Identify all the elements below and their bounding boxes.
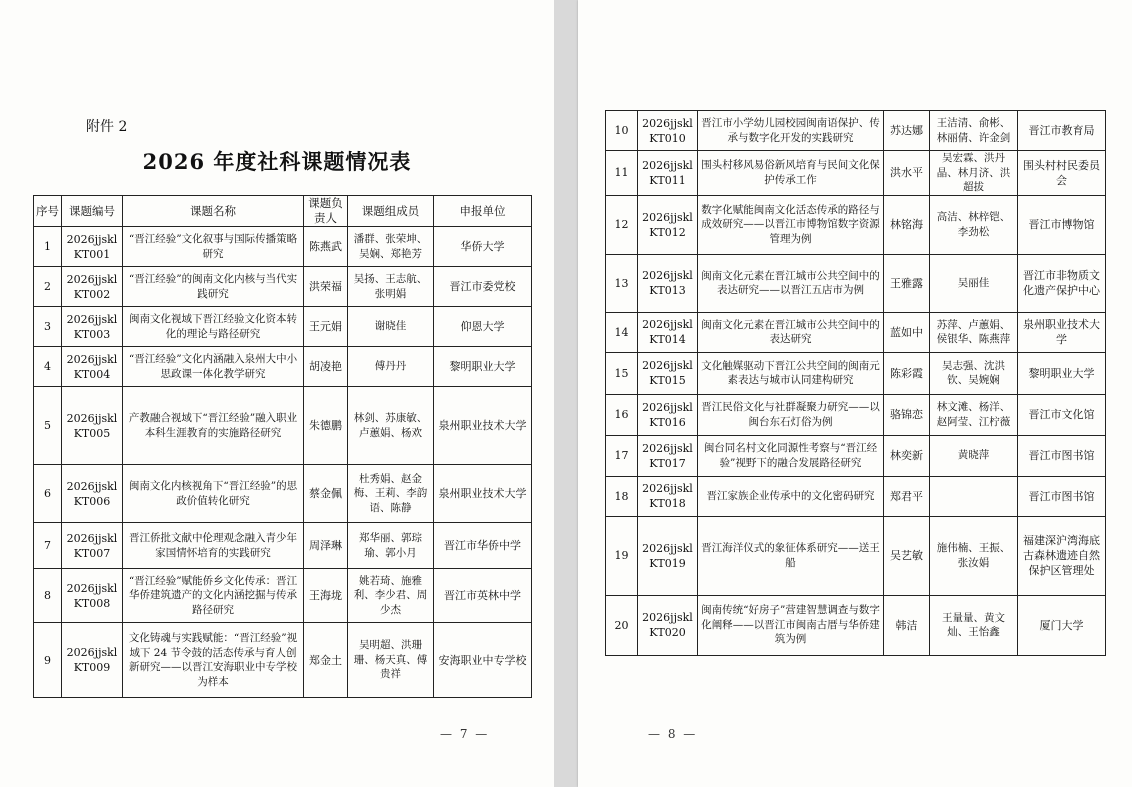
- row-no: 4: [34, 347, 62, 387]
- document-title: 2026 年度社科课题情况表: [142, 149, 412, 174]
- row-unit: 仰恩大学: [434, 307, 532, 347]
- row-leader: 林铭海: [884, 195, 930, 254]
- row-name: “晋江经验”文化内涵融入泉州大中小思政课一体化教学研究: [123, 347, 304, 387]
- header-name: 课题名称: [123, 196, 304, 227]
- row-name: 数字化赋能闽南文化活态传承的路径与成效研究——以晋江市博物馆数字资源管理为例: [698, 195, 884, 254]
- header-leader: 课题负责人: [304, 196, 348, 227]
- row-members: 林文滩、杨洋、赵阿莹、江柠薇: [930, 394, 1018, 435]
- row-no: 1: [34, 227, 62, 267]
- row-leader: 洪荣福: [304, 267, 348, 307]
- row-code: 2026jjskl KT013: [638, 254, 698, 312]
- row-leader: 洪水平: [884, 151, 930, 196]
- table-row: [606, 111, 1106, 151]
- row-members: 谢晓佳: [348, 307, 434, 347]
- attachment-label: 附件 2: [86, 119, 128, 135]
- projects-table-left: [33, 195, 532, 698]
- row-members: 杜秀娟、赵金梅、王莉、李韵语、陈静: [348, 465, 434, 523]
- row-code: 2026jjskl KT015: [638, 352, 698, 394]
- row-unit: 晋江市华侨中学: [434, 523, 532, 569]
- row-no: 5: [34, 387, 62, 465]
- row-code: 2026jjskl KT001: [62, 227, 123, 267]
- row-code: 2026jjskl KT007: [62, 523, 123, 569]
- row-members: 吴志强、沈洪钦、吴婉娴: [930, 352, 1018, 394]
- row-unit: 黎明职业大学: [1018, 352, 1106, 394]
- row-no: 15: [606, 352, 638, 394]
- row-name: 围头村移风易俗新风培育与民间文化保护传承工作: [698, 151, 884, 196]
- row-members: 施伟楠、王振、张汝娟: [930, 516, 1018, 595]
- row-members: 王量量、黄文灿、王怡鑫: [930, 595, 1018, 655]
- header-unit: 申报单位: [434, 196, 532, 227]
- row-name: 闽南文化元素在晋江城市公共空间中的表达研究——以晋江五店市为例: [698, 254, 884, 312]
- row-name: “晋江经验”赋能侨乡文化传承：晋江华侨建筑遗产的文化内涵挖掘与传承路径研究: [123, 569, 304, 623]
- page-number: — 7 —: [440, 727, 490, 741]
- row-leader: 蔡金佩: [304, 465, 348, 523]
- row-unit: 晋江市英林中学: [434, 569, 532, 623]
- table-row: [34, 307, 532, 347]
- row-code: 2026jjskl KT005: [62, 387, 123, 465]
- row-code: 2026jjskl KT008: [62, 569, 123, 623]
- row-leader: 韩洁: [884, 595, 930, 655]
- row-no: 10: [606, 111, 638, 151]
- row-code: 2026jjskl KT003: [62, 307, 123, 347]
- row-no: 2: [34, 267, 62, 307]
- row-leader: 王海垅: [304, 569, 348, 623]
- row-leader: 朱德鹏: [304, 387, 348, 465]
- row-name: 闽南传统“好房子”营建智慧调查与数字化阐释——以晋江市闽南古厝与华侨建筑为例: [698, 595, 884, 655]
- table-row: [606, 352, 1106, 394]
- row-code: 2026jjskl KT014: [638, 312, 698, 352]
- row-leader: 周泽琳: [304, 523, 348, 569]
- row-unit: 华侨大学: [434, 227, 532, 267]
- table-row: [606, 151, 1106, 196]
- projects-table-right: [605, 110, 1106, 656]
- document-page-7: [0, 0, 554, 787]
- row-no: 18: [606, 476, 638, 516]
- row-no: 12: [606, 195, 638, 254]
- row-unit: 晋江市图书馆: [1018, 476, 1106, 516]
- row-members: 郑华丽、郭琮瑜、郭小月: [348, 523, 434, 569]
- table-row: [606, 516, 1106, 595]
- row-name: 晋江海洋仪式的象征体系研究——送王船: [698, 516, 884, 595]
- row-no: 7: [34, 523, 62, 569]
- row-members: 潘群、张荣坤、吴娴、郑艳芳: [348, 227, 434, 267]
- row-name: 文化铸魂与实践赋能：“晋江经验”视域下 24 节令鼓的活态传承与育人创新研究——以晋江安海职业中专学校为样本: [123, 623, 304, 698]
- row-unit: 厦门大学: [1018, 595, 1106, 655]
- row-unit: 晋江市图书馆: [1018, 435, 1106, 476]
- table-row: [34, 623, 532, 698]
- row-leader: 骆锦恋: [884, 394, 930, 435]
- row-unit: 泉州职业技术大学: [434, 465, 532, 523]
- row-members: 姚若琦、施雅利、李少君、周少杰: [348, 569, 434, 623]
- row-unit: 晋江市委党校: [434, 267, 532, 307]
- row-no: 16: [606, 394, 638, 435]
- table-row: [606, 312, 1106, 352]
- row-code: 2026jjskl KT016: [638, 394, 698, 435]
- row-unit: 围头村村民委员会: [1018, 151, 1106, 196]
- row-name: 闽台同名村文化同源性考察与“晋江经验”视野下的融合发展路径研究: [698, 435, 884, 476]
- row-no: 11: [606, 151, 638, 196]
- row-leader: 苏达娜: [884, 111, 930, 151]
- header-no: 序号: [34, 196, 62, 227]
- row-leader: 郑金土: [304, 623, 348, 698]
- row-no: 14: [606, 312, 638, 352]
- table-row: [606, 394, 1106, 435]
- row-no: 13: [606, 254, 638, 312]
- table-header-row: [34, 196, 532, 227]
- row-leader: 王元娟: [304, 307, 348, 347]
- row-leader: 王雅露: [884, 254, 930, 312]
- row-name: 晋江家族企业传承中的文化密码研究: [698, 476, 884, 516]
- row-no: 6: [34, 465, 62, 523]
- page-number: — 8 —: [648, 727, 698, 741]
- table-row: [34, 387, 532, 465]
- table-row: [34, 523, 532, 569]
- header-members: 课题组成员: [348, 196, 434, 227]
- row-name: 文化触媒驱动下晋江公共空间的闽南元素表达与城市认同建构研究: [698, 352, 884, 394]
- row-unit: 晋江市非物质文化遗产保护中心: [1018, 254, 1106, 312]
- row-members: 林剑、苏康敏、卢蕙娟、杨欢: [348, 387, 434, 465]
- row-leader: 蓝如中: [884, 312, 930, 352]
- row-code: 2026jjskl KT009: [62, 623, 123, 698]
- row-leader: 林奕新: [884, 435, 930, 476]
- row-code: 2026jjskl KT017: [638, 435, 698, 476]
- row-unit: 泉州职业技术大学: [1018, 312, 1106, 352]
- table-row: [34, 569, 532, 623]
- row-code: 2026jjskl KT018: [638, 476, 698, 516]
- row-members: 苏萍、卢蕙娟、侯银华、陈燕萍: [930, 312, 1018, 352]
- table-row: [606, 595, 1106, 655]
- table-row: [606, 476, 1106, 516]
- table-row: [606, 195, 1106, 254]
- row-leader: 胡凌艳: [304, 347, 348, 387]
- row-name: 闽南文化内核视角下“晋江经验”的思政价值转化研究: [123, 465, 304, 523]
- row-name: 晋江市小学幼儿园校园闽南语保护、传承与数字化开发的实践研究: [698, 111, 884, 151]
- row-name: “晋江经验”文化叙事与国际传播策略研究: [123, 227, 304, 267]
- table-row: [34, 465, 532, 523]
- row-name: 晋江侨批文献中伦理观念融入青少年家国情怀培育的实践研究: [123, 523, 304, 569]
- row-members: 傅丹丹: [348, 347, 434, 387]
- document-page-8: [578, 0, 1132, 787]
- row-leader: 陈彩霞: [884, 352, 930, 394]
- row-members: 吴丽佳: [930, 254, 1018, 312]
- row-name: 闽南文化视域下晋江经验文化资本转化的理论与路径研究: [123, 307, 304, 347]
- row-unit: 晋江市文化馆: [1018, 394, 1106, 435]
- row-unit: 安海职业中专学校: [434, 623, 532, 698]
- row-code: 2026jjskl KT012: [638, 195, 698, 254]
- row-no: 19: [606, 516, 638, 595]
- row-code: 2026jjskl KT010: [638, 111, 698, 151]
- table-row: [34, 267, 532, 307]
- row-unit: 黎明职业大学: [434, 347, 532, 387]
- row-members: 吴宏霖、洪丹晶、林月济、洪超拔: [930, 151, 1018, 196]
- row-code: 2026jjskl KT019: [638, 516, 698, 595]
- row-members: 黄晓萍: [930, 435, 1018, 476]
- row-members: 吴明超、洪珊珊、杨天真、傅贵祥: [348, 623, 434, 698]
- row-unit: 晋江市教育局: [1018, 111, 1106, 151]
- row-no: 8: [34, 569, 62, 623]
- table-row: [34, 227, 532, 267]
- row-no: 20: [606, 595, 638, 655]
- page-gap: [554, 0, 578, 787]
- row-name: 产教融合视域下“晋江经验”融入职业本科生涯教育的实施路径研究: [123, 387, 304, 465]
- row-code: 2026jjskl KT006: [62, 465, 123, 523]
- row-no: 9: [34, 623, 62, 698]
- row-leader: 陈燕武: [304, 227, 348, 267]
- row-unit: 福建深沪湾海底古森林遗迹自然保护区管理处: [1018, 516, 1106, 595]
- row-unit: 泉州职业技术大学: [434, 387, 532, 465]
- row-no: 3: [34, 307, 62, 347]
- row-name: 闽南文化元素在晋江城市公共空间中的表达研究: [698, 312, 884, 352]
- header-code: 课题编号: [62, 196, 123, 227]
- row-code: 2026jjskl KT002: [62, 267, 123, 307]
- row-leader: 吴艺敏: [884, 516, 930, 595]
- table-row: [34, 347, 532, 387]
- row-unit: 晋江市博物馆: [1018, 195, 1106, 254]
- row-members: 吴扬、王志航、张明娟: [348, 267, 434, 307]
- row-leader: 郑君平: [884, 476, 930, 516]
- row-code: 2026jjskl KT004: [62, 347, 123, 387]
- row-no: 17: [606, 435, 638, 476]
- row-members: 王洁清、俞彬、林丽倩、许金剑: [930, 111, 1018, 151]
- row-members: 高洁、林梓铠、李劲松: [930, 195, 1018, 254]
- row-code: 2026jjskl KT011: [638, 151, 698, 196]
- row-code: 2026jjskl KT020: [638, 595, 698, 655]
- row-members: [930, 476, 1018, 516]
- row-name: 晋江民俗文化与社群凝聚力研究——以闽台东石灯俗为例: [698, 394, 884, 435]
- row-name: “晋江经验”的闽南文化内核与当代实践研究: [123, 267, 304, 307]
- table-row: [606, 435, 1106, 476]
- table-row: [606, 254, 1106, 312]
